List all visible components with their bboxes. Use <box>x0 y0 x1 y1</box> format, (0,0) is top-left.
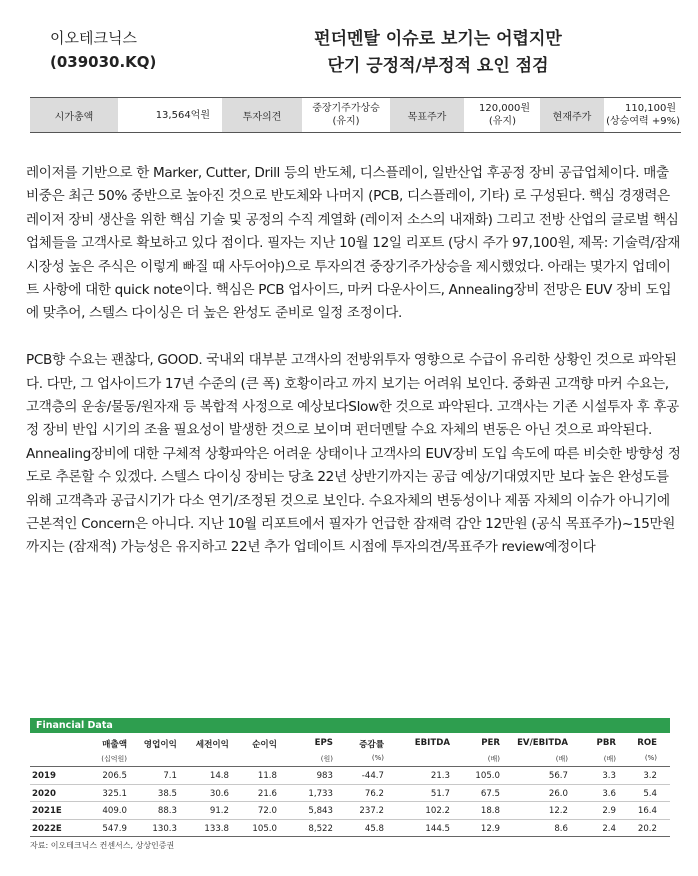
table-row <box>30 785 670 803</box>
table-cell: 45.8 <box>364 823 384 834</box>
column-header: EV/EBITDA <box>517 738 568 748</box>
column-unit: (%) <box>644 754 657 762</box>
row-year: 2020 <box>32 788 56 799</box>
column-unit: (십억원) <box>101 755 127 763</box>
table-cell: 983 <box>316 771 333 781</box>
column-header: 순이익 <box>252 740 277 750</box>
opinion-value <box>304 98 388 132</box>
table-cell: 2.9 <box>602 806 616 816</box>
table-cell: 237.2 <box>359 806 384 816</box>
table-cell: -44.7 <box>361 771 384 781</box>
table-cell: 51.7 <box>430 788 450 799</box>
market-cap-label: 시가총액 <box>30 98 118 132</box>
target-price-value <box>464 98 534 132</box>
table-cell: 12.2 <box>548 806 568 816</box>
table-cell: 88.3 <box>157 806 177 816</box>
target-price-label: 목표주가 <box>390 98 464 132</box>
market-cap-value: 13,564억원 <box>155 109 210 121</box>
table-cell: 8.6 <box>554 823 568 834</box>
table-cell: 21.3 <box>430 771 450 781</box>
column-header: PER <box>481 738 500 748</box>
table-cell: 5.4 <box>643 788 657 799</box>
current-price-line-1: 110,100원 <box>624 103 676 114</box>
table-cell: 21.6 <box>257 788 277 799</box>
table-cell: 1,733 <box>308 788 333 799</box>
headline-line-2: 단기 긍정적/부정적 요인 점검 <box>327 56 549 76</box>
company-name: 이오테크닉스 <box>50 29 137 47</box>
financial-data-table <box>30 718 670 851</box>
column-header: EPS <box>314 738 333 748</box>
column-header: PBR <box>596 738 616 748</box>
table-cell: 12.9 <box>480 823 500 834</box>
opinion-value-line-2: (유지) <box>332 116 360 127</box>
table-cell: 7.1 <box>163 771 177 781</box>
column-header: 영업이익 <box>143 740 177 750</box>
table-cell: 3.6 <box>602 788 616 799</box>
row-year: 2019 <box>32 771 56 781</box>
column-unit: (배) <box>603 755 616 763</box>
table-cell: 30.6 <box>209 788 229 799</box>
target-price-line-1: 120,000원 <box>478 103 530 114</box>
current-price-value <box>602 98 681 132</box>
table-cell: 3.2 <box>643 771 657 781</box>
current-price-label: 현재주가 <box>540 98 604 132</box>
table-cell: 325.1 <box>102 788 127 799</box>
financial-table-body <box>30 767 670 837</box>
table-cell: 76.2 <box>364 788 384 799</box>
financial-source-note: 자료: 이오테크닉스 컨센서스, 상상인증권 <box>30 841 175 850</box>
body-paragraph-2: PCB향 수요는 괜찮다, GOOD. 국내외 대부분 고객사의 전방위투자 영향으로 수급이 유리한 상황인 것으로 파악된다. 다만, 그 업사이드가 17년 수준의 (큰 폭) 호황이라고 까지 보기는 어려워 보인다. 중화권 고객향 마커 수요는, 고객층의 운송/물동/원자재 등 복합적 사정으로 예상보다Slow한 것으로 파악된다. 고객사는 기존 시설투자 후 후공정 장비 반입 시기의 조율 필요성이 발생한 것으로 보이며 펀더멘탈 수요 자체의 변동은 아닌 것으로 파악된다. Annealing장비에 대한 구체적 상황파악은 어려운 상태이나 고객사의 EUV장비 도입 속도에 따른 비슷한 방향성 정도로 추론할 수 있겠다. 스텔스 다이싱 장비는 당초 22년 상반기까지는 공급 예상/기대였지만 보다 높은 완성도를 위해 고객측과 공급시기가 다소 연기/조정된 것으로 보인다. 수요자체의 변동성이나 제품 자체의 이슈가 아니기에 근본적인 Concern은 아니다. 지난 10월 리포트에서 필자가 언급한 잠재력 감안 12만원 (공식 목표주가)~15만원까지는 (잠재적) 가능성은 유지하고 22년 추가 업데이트 시점에 투자의견/목표주가 review예정이다 <box>26 352 681 556</box>
table-cell: 11.8 <box>257 771 277 781</box>
body-paragraph-1: 레이저를 기반으로 한 Marker, Cutter, Drill 등의 반도체, 디스플레이, 일반산업 후공정 장비 공급업체이다. 매출 비중은 최근 50% 중반으로 높아진 것으로 반도체와 나머지 (PCB, 디스플레이, 기타) 로 구성된다. 핵심 경쟁력은 레이저 장비 생산을 위한 핵심 기술 및 공정의 수직 계열화 (레이저 소스의 내재화) 그리고 전방 산업의 글로벌 핵심 업체들을 고객사로 확보하고 있다 점이다. 필자는 지난 10월 12일 리포트 (당시 주가 97,100원, 제목: 기술력/잠재시장성 높은 주식은 이렇게 빠질 때 사두어야)으로 투자의견 중장기주가상승을 제시했었다. 아래는 몇가지 업데이트 사항에 대한 quick note이다. 핵심은 PCB 업사이드, 마커 다운사이드, Annealing장비 전망은 EUV 장비 도입에 맞추어, 스텔스 다이싱은 더 높은 완성도 준비로 일정 조정이다. <box>26 165 681 322</box>
table-cell: 38.5 <box>157 788 177 799</box>
table-cell: 14.8 <box>209 771 229 781</box>
table-cell: 26.0 <box>548 788 568 799</box>
row-year: 2022E <box>32 823 62 834</box>
table-cell: 72.0 <box>257 806 277 816</box>
table-cell: 3.3 <box>602 771 616 781</box>
opinion-value-line-1: 중장기주가상승 <box>312 103 380 114</box>
column-header: 세전이익 <box>195 740 229 750</box>
target-price-line-2: (유지) <box>488 116 516 127</box>
opinion-label: 투자의견 <box>222 98 302 132</box>
table-cell: 102.2 <box>425 806 450 816</box>
column-header: 증감률 <box>359 740 384 750</box>
report-body <box>26 162 682 560</box>
table-row <box>30 767 670 785</box>
table-cell: 67.5 <box>480 788 500 799</box>
ticker-code: (039030.KQ) <box>50 53 157 71</box>
summary-info-bar <box>30 97 681 133</box>
table-cell: 144.5 <box>425 823 450 834</box>
column-unit: (배) <box>487 755 500 763</box>
table-cell: 8,522 <box>308 823 333 834</box>
financial-table-title: Financial Data <box>30 718 670 733</box>
table-cell: 2.4 <box>602 823 616 834</box>
table-cell: 130.3 <box>152 823 177 834</box>
financial-table-header <box>30 733 670 767</box>
table-cell: 409.0 <box>102 806 127 816</box>
column-header: ROE <box>637 738 657 748</box>
report-headline <box>248 26 628 80</box>
table-row <box>30 820 670 838</box>
column-unit: (배) <box>555 755 568 763</box>
table-cell: 20.2 <box>637 823 657 834</box>
table-cell: 91.2 <box>209 806 229 816</box>
table-cell: 105.0 <box>475 771 500 781</box>
table-cell: 56.7 <box>548 771 568 781</box>
headline-line-1: 펀더멘탈 이슈로 보기는 어렵지만 <box>314 29 562 49</box>
table-cell: 18.8 <box>480 806 500 816</box>
table-row <box>30 802 670 820</box>
column-unit: (%) <box>371 754 384 762</box>
column-header: EBITDA <box>414 738 450 748</box>
current-price-line-2: (상승여력 +9%) <box>606 116 680 127</box>
table-cell: 206.5 <box>102 771 127 781</box>
table-cell: 16.4 <box>637 806 657 816</box>
table-cell: 547.9 <box>102 823 127 834</box>
company-block <box>50 26 156 74</box>
column-header: 매출액 <box>102 740 127 750</box>
table-cell: 5,843 <box>308 806 333 816</box>
row-year: 2021E <box>32 806 62 816</box>
column-unit: (원) <box>320 755 333 763</box>
table-cell: 105.0 <box>252 823 277 834</box>
table-cell: 133.8 <box>204 823 229 834</box>
